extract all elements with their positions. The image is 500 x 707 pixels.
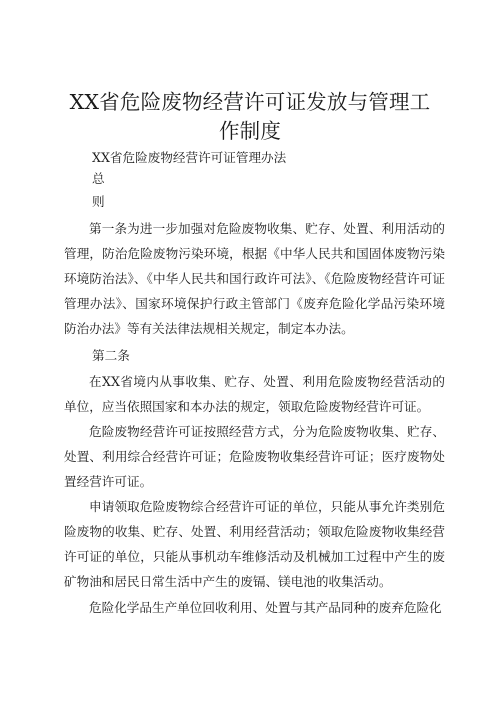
article-2-paragraph-4: 危险化学品生产单位回收利用、处置与其产品同种的废弃危险化 (89, 600, 442, 615)
article-1-paragraph: 第一条为进一步加强对危险废物收集、贮存、处置、利用活动的管理，防治危险废物污染环境，根据《中华人民共和国固体废物污染环境防治法》、《中华人民共和国行政许可法》、《危险废物经营许可证管理办法》、国家环境保护行政主管部门《废弃危险化学品污染环境防治办法》等有关法律法规相关规定，制定本办法。 (64, 221, 445, 336)
article-2-paragraph-2: 危险废物经营许可证按照经营方式，分为危险废物收集、贮存、处置、利用综合经营许可证；危险废物收集经营许可证；医疗废物处置经营许可证。 (64, 424, 445, 489)
document-subtitle: XX省危险废物经营许可证管理办法 (92, 150, 287, 165)
article-2-paragraph-3: 申请领取危险废物综合经营许可证的单位，只能从事允许类别危险废物的收集、贮存、处置、利用经营活动；领取危险废物收集经营许可证的单位，只能从事机动车维修活动及机械加工过程中产生的废矿物油和居民日常生活中产生的废镉、镁电池的收集活动。 (64, 499, 445, 589)
article-2-paragraph-1: 在XX省境内从事收集、贮存、处置、利用危险废物经营活动的单位，应当依照国家和本办法的规定，领取危险废物经营许可证。 (64, 374, 445, 414)
chapter-heading-part1: 总 (92, 171, 105, 186)
article-2-heading: 第二条 (92, 348, 130, 363)
document-title: XX省危险废物经营许可证发放与管理工作制度 (69, 90, 431, 143)
chapter-heading-part2: 则 (92, 194, 105, 209)
